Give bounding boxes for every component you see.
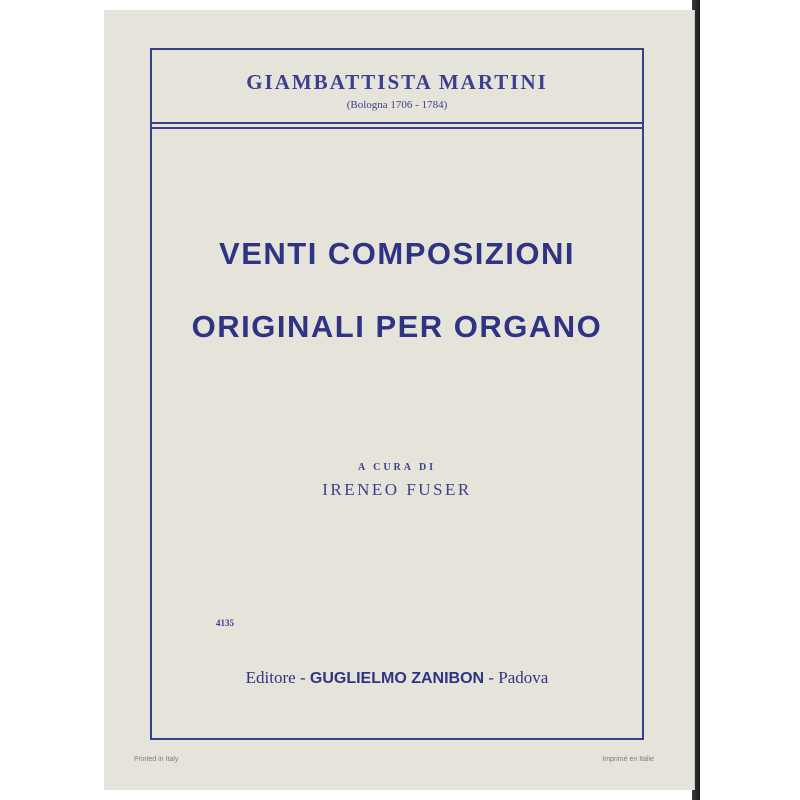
divider-rule-bottom: [152, 127, 642, 129]
editor-name: IRENEO FUSER: [322, 480, 472, 499]
divider-rule-top: [152, 122, 642, 124]
publisher-city: - Padova: [488, 668, 549, 687]
score-cover: [104, 10, 694, 790]
imprint-right: Imprimé en Italie: [602, 756, 654, 763]
imprint-left: Printed in Italy: [134, 756, 179, 763]
composer-dates: (Bologna 1706 - 1784): [346, 99, 448, 111]
editor-label: A CURA DI: [357, 462, 437, 473]
background-edge: [692, 0, 800, 800]
publisher-name: GUGLIELMO ZANIBON: [309, 670, 485, 687]
title-line-2: ORIGINALI PER ORGANO: [191, 309, 603, 344]
catalog-number: 4135: [216, 618, 234, 628]
publisher-prefix: Editore -: [245, 668, 306, 687]
border-frame: [150, 48, 644, 740]
publisher-line: [152, 668, 642, 688]
title-line-1: VENTI COMPOSIZIONI: [219, 236, 575, 271]
composer-name: GIAMBATTISTA MARTINI: [246, 70, 548, 94]
